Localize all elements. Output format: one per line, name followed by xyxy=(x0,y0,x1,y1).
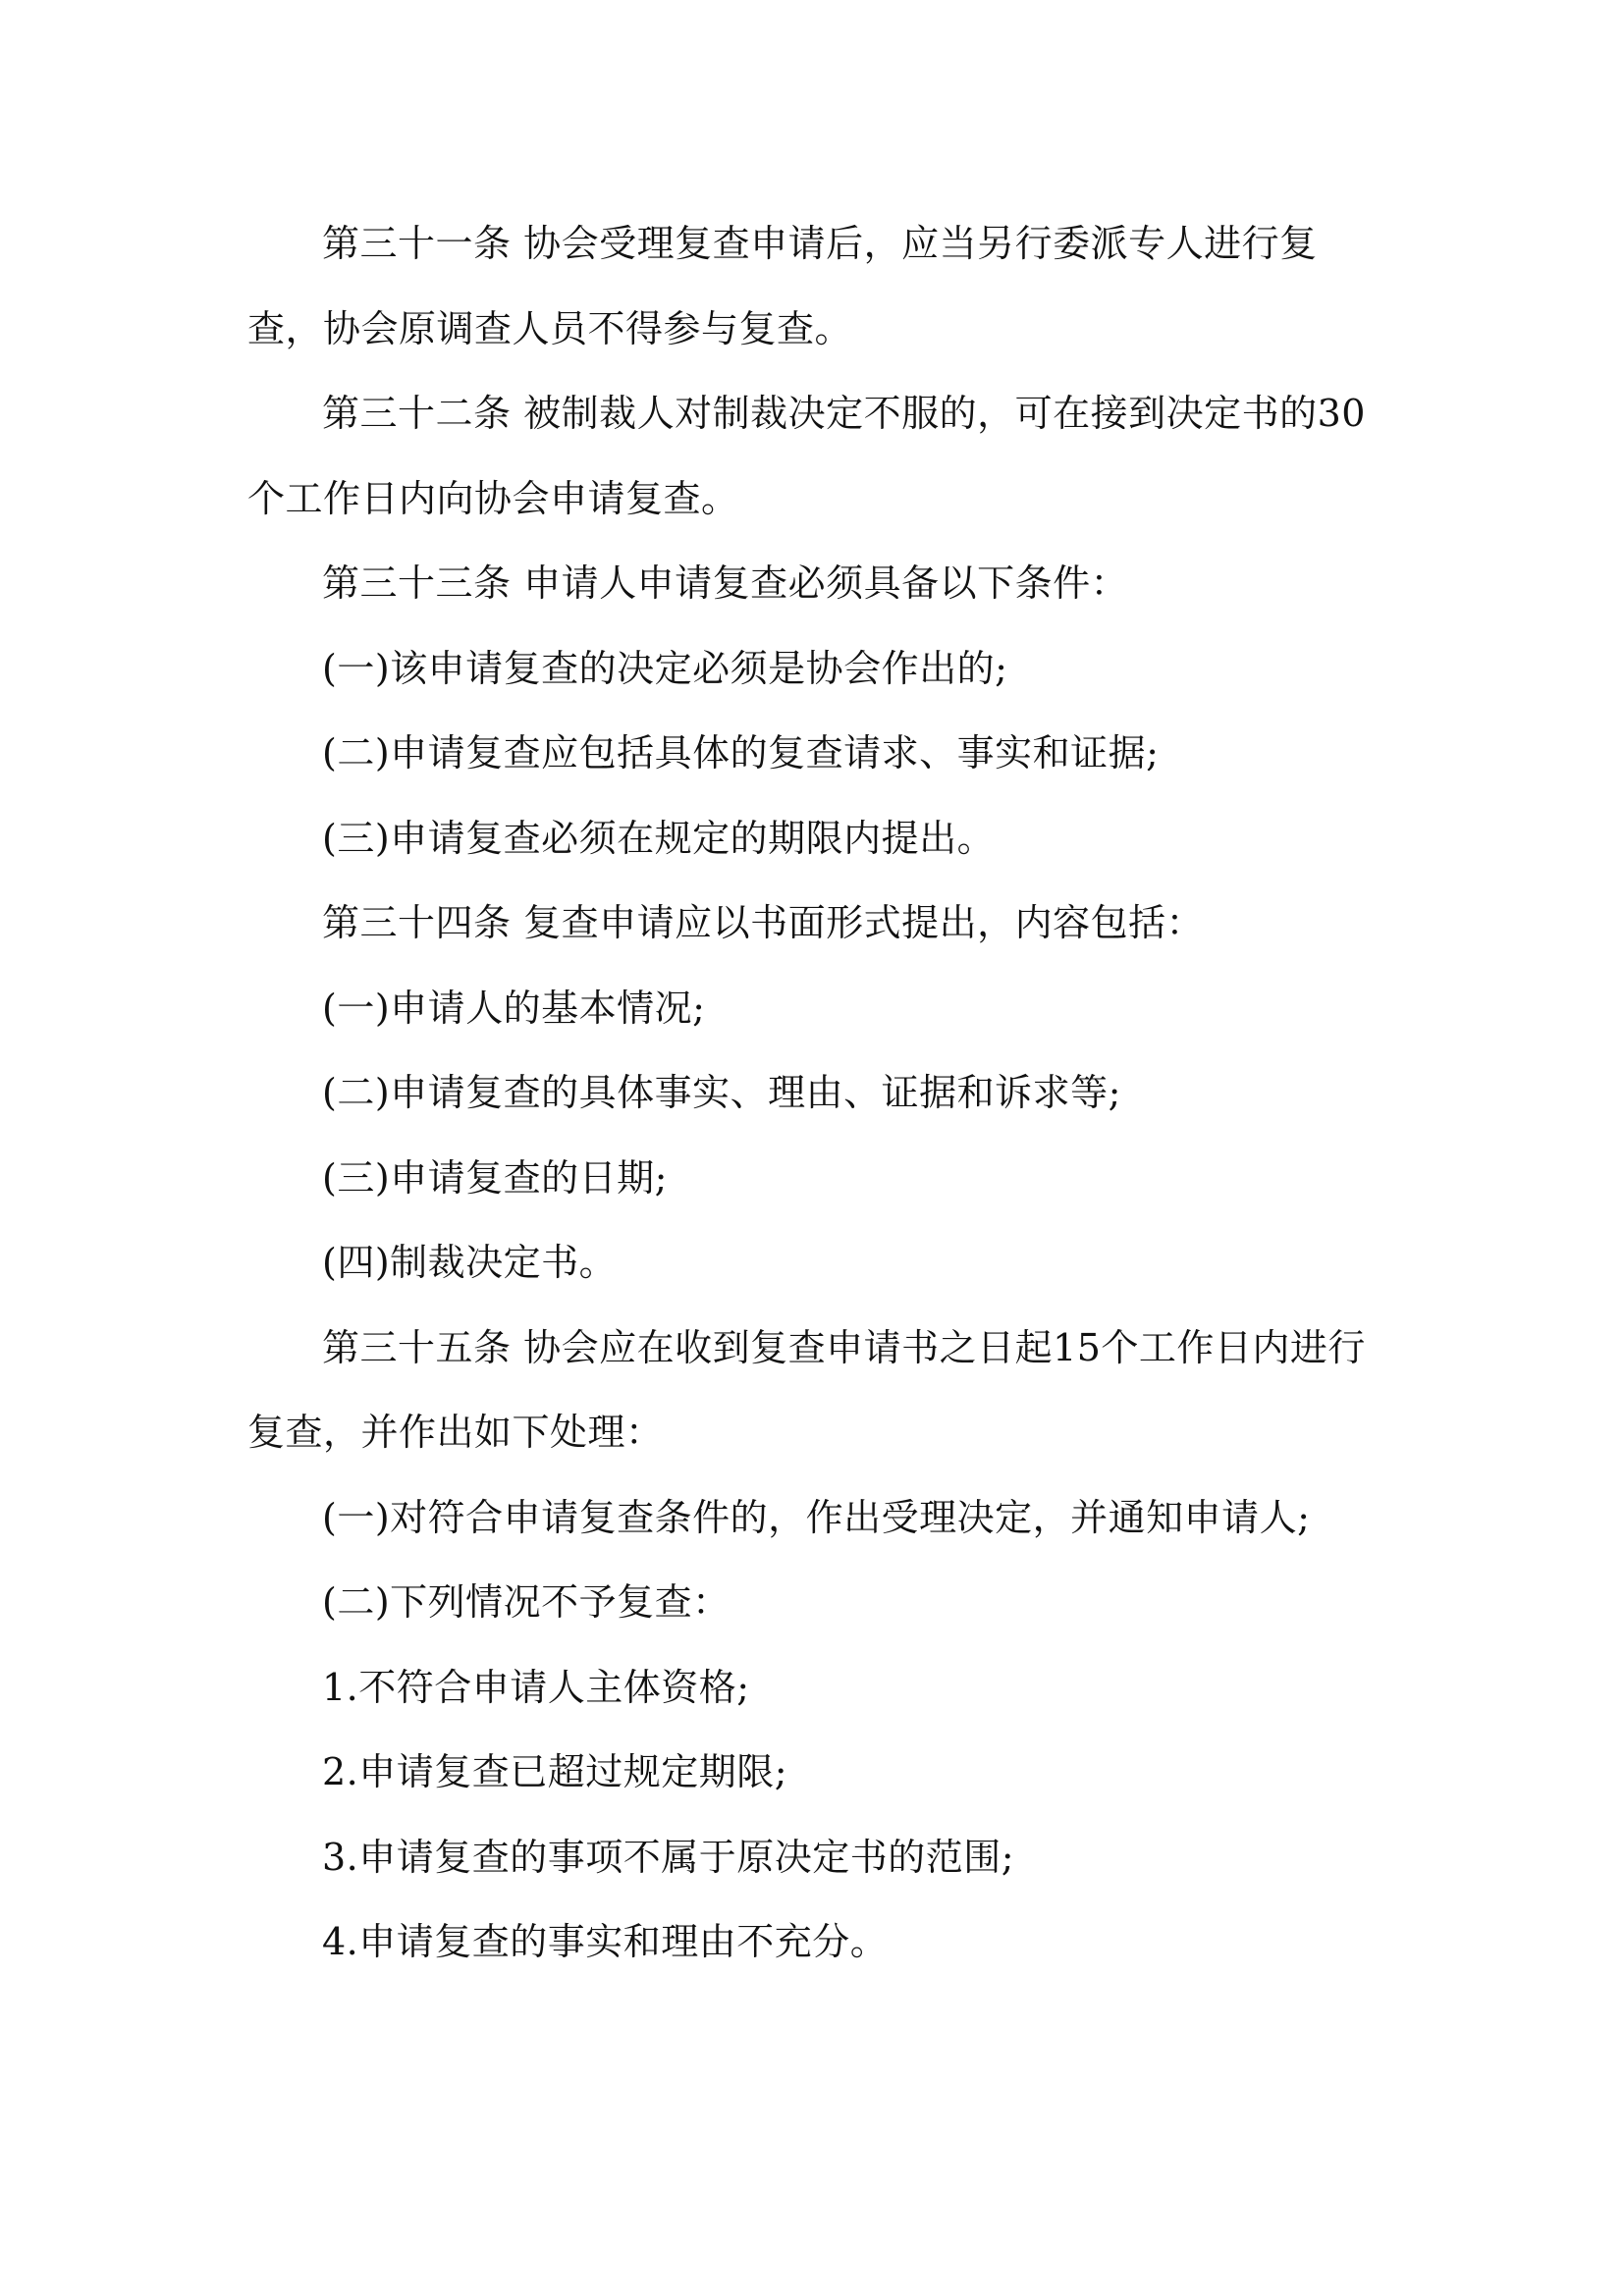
article-35-item-2: (二)下列情况不予复查： xyxy=(322,1580,731,1624)
article-34-item-4: (四)制裁决定书。 xyxy=(322,1241,618,1284)
article-34-paragraph: 第三十四条 复查申请应以书面形式提出，内容包括： xyxy=(322,901,1205,944)
article-31-paragraph: 第三十一条 协会受理复查申请后，应当另行委派专人进行复查，协会原调查人员不得参与复查。 xyxy=(247,222,1318,350)
exclusion-item-1: 1.不符合申请人主体资格; xyxy=(322,1665,750,1709)
article-33-item-3: (三)申请复查必须在规定的期限内提出。 xyxy=(322,816,996,860)
exclusion-item-3: 3.申请复查的事项不属于原决定书的范围; xyxy=(322,1835,1015,1879)
article-35-paragraph: 第三十五条 协会应在收到复查申请书之日起15个工作日内进行复查，并作出如下处理： xyxy=(247,1325,1366,1454)
article-35-item-1: (一)对符合申请复查条件的，作出受理决定，并通知申请人; xyxy=(322,1495,1311,1539)
exclusion-item-2: 2.申请复查已超过规定期限; xyxy=(322,1750,788,1793)
exclusion-item-4: 4.申请复查的事实和理由不充分。 xyxy=(322,1920,889,1963)
document-body xyxy=(247,201,1386,1985)
article-33-item-1: (一)该申请复查的决定必须是协会作出的; xyxy=(322,646,1008,690)
article-34-item-3: (三)申请复查的日期; xyxy=(322,1155,668,1200)
article-33-item-2: (二)申请复查应包括具体的复查请求、事实和证据; xyxy=(322,731,1160,774)
article-34-item-2: (二)申请复查的具体事实、理由、证据和诉求等; xyxy=(322,1071,1121,1114)
article-34-item-1: (一)申请人的基本情况; xyxy=(322,986,706,1030)
article-33-paragraph: 第三十三条 申请人申请复查必须具备以下条件： xyxy=(322,561,1129,605)
article-32-paragraph: 第三十二条 被制裁人对制裁决定不服的，可在接到决定书的30个工作日内向协会申请复查。 xyxy=(247,392,1366,520)
